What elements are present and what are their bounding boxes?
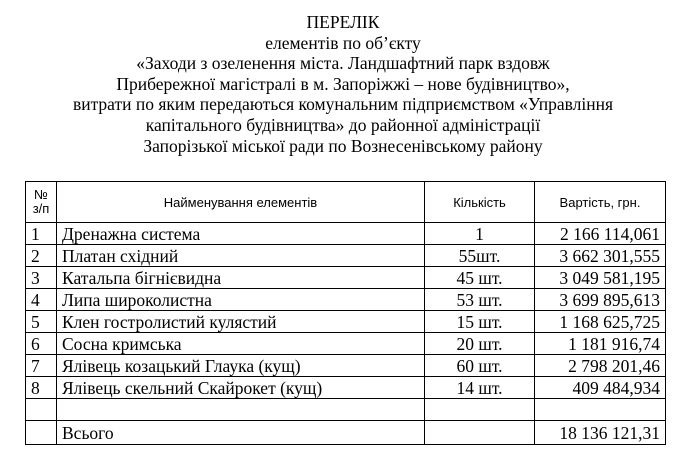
table-row	[26, 333, 666, 355]
column-header-cost: Вартість, грн.	[535, 182, 666, 223]
heading-description-line-2: капітального будівництва» до районної адміністрації	[145, 114, 541, 135]
column-header-number-line-2: з/п	[32, 201, 50, 216]
table-row	[26, 223, 666, 245]
table-row	[26, 377, 666, 399]
heading-object-name-line-2: Прибережної магістралі в м. Запоріжжі – нове будівництво»,	[116, 73, 570, 94]
column-header-number	[26, 182, 57, 223]
row-name: Сосна кримська	[57, 333, 425, 355]
table-row	[26, 355, 666, 377]
row-number: 3	[26, 267, 57, 289]
row-quantity: 14 шт.	[425, 377, 535, 399]
row-cost: 1 181 916,74	[535, 333, 666, 355]
row-quantity: 1	[425, 223, 535, 245]
document-heading	[0, 12, 686, 156]
row-cost: 3 049 581,195	[535, 267, 666, 289]
row-number: 5	[26, 311, 57, 333]
heading-description-line-1: витрати по яким передаються комунальним підприємством «Управління	[72, 94, 614, 115]
heading-description-line-3: Запорізької міської ради по Вознесенівському району	[143, 135, 543, 156]
row-quantity: 20 шт.	[425, 333, 535, 355]
row-cost: 1 168 625,725	[535, 311, 666, 333]
elements-table	[25, 181, 666, 445]
row-number: 1	[26, 223, 57, 245]
row-number: 6	[26, 333, 57, 355]
empty-cell	[57, 399, 425, 421]
total-row	[26, 421, 666, 445]
row-name: Дренажна система	[57, 223, 425, 245]
column-header-name: Найменування елементів	[57, 182, 425, 223]
heading-title: ПЕРЕЛІК	[306, 12, 380, 32]
total-number-cell	[26, 421, 57, 445]
heading-object-name-line-1: «Заходи з озеленення міста. Ландшафтний парк вздовж	[136, 53, 550, 74]
row-quantity: 53 шт.	[425, 289, 535, 311]
row-quantity: 45 шт.	[425, 267, 535, 289]
row-number: 2	[26, 245, 57, 267]
row-name: Катальпа бігнієвидна	[57, 267, 425, 289]
table-header-row	[26, 182, 666, 223]
row-cost: 3 699 895,613	[535, 289, 666, 311]
empty-row	[26, 399, 666, 421]
row-quantity: 55шт.	[425, 245, 535, 267]
row-number: 8	[26, 377, 57, 399]
row-number: 4	[26, 289, 57, 311]
empty-cell	[26, 399, 57, 421]
row-name: Липа широколистна	[57, 289, 425, 311]
row-name: Ялівець скельний Скайрокет (кущ)	[57, 377, 425, 399]
table-row	[26, 311, 666, 333]
total-label: Всього	[57, 421, 425, 445]
empty-cell	[535, 399, 666, 421]
row-name: Клен гостролистий кулястий	[57, 311, 425, 333]
row-cost: 2 166 114,061	[535, 223, 666, 245]
table-row	[26, 245, 666, 267]
row-cost: 409 484,934	[535, 377, 666, 399]
row-name: Ялівець козацький Глаука (кущ)	[57, 355, 425, 377]
row-number: 7	[26, 355, 57, 377]
row-quantity: 15 шт.	[425, 311, 535, 333]
row-quantity: 60 шт.	[425, 355, 535, 377]
row-cost: 2 798 201,46	[535, 355, 666, 377]
row-cost: 3 662 301,555	[535, 245, 666, 267]
table-row	[26, 289, 666, 311]
empty-cell	[425, 399, 535, 421]
heading-subtitle: елементів по об’єкту	[265, 32, 421, 53]
column-header-number-line-1: №	[34, 187, 48, 202]
total-quantity-cell	[425, 421, 535, 445]
table-row	[26, 267, 666, 289]
total-cost: 18 136 121,31	[535, 421, 666, 445]
row-name: Платан східний	[57, 245, 425, 267]
column-header-quantity: Кількість	[425, 182, 535, 223]
